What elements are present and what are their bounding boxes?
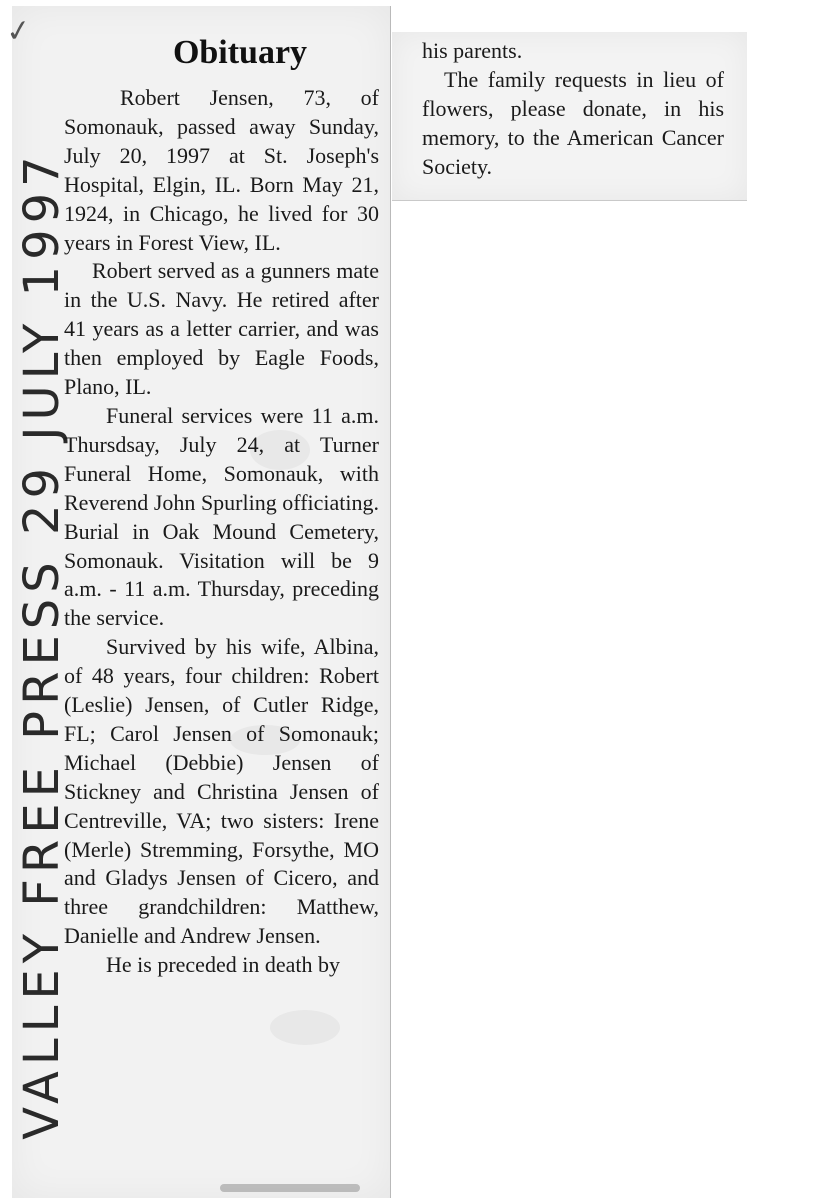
obituary-paragraph: He is preceded in death by (106, 952, 340, 978)
obituary-paragraph: Survived by his wife, Albina, of 48 years, four children: Robert (Leslie) Jensen, of Cutler Ridge, FL; Carol Jensen of Somonauk; Michael (Debbie) Jensen of Stickney and Christina Jensen of Centreville, VA; two sisters: Irene (Merle) Stremming, Forsythe, MO and Gladys Jensen of Cicero, and three grandchildren: Matthew, Danielle and Andrew Jensen. (64, 634, 379, 949)
obituary-paragraph: The family requests in lieu of flowers, please donate, in his memory, to the American Cancer Society. (422, 67, 724, 179)
check-mark-icon: ✓ (3, 12, 34, 51)
obituary-paragraph: Funeral services were 11 a.m. Thursdsay, July 24, at Turner Funeral Home, Somonauk, with Reverend John Spurling officiating. Burial in Oak Mound Cemetery, Somonauk. Visitation will be 9 a.m. - 11 a.m. Thursday, preceding the service. (64, 402, 379, 631)
obituary-right-column (422, 36, 724, 181)
scan-artifact (220, 1184, 360, 1192)
obituary-left-column (64, 84, 379, 980)
obituary-paragraph: Robert Jensen, 73, of Somonauk, passed away Sunday, July 20, 1997 at St. Joseph's Hospital, Elgin, IL. Born May 21, 1924, in Chicago, he lived for 30 years in Forest View, IL. (64, 85, 379, 255)
ink-smudge (270, 1010, 340, 1045)
obituary-title: Obituary (172, 34, 308, 71)
handwritten-note-text: VALLEY FREE PRESS 29 JULY 1997 (14, 150, 70, 1140)
obituary-paragraph: Robert served as a gunners mate in the U.S. Navy. He retired after 41 years as a letter carrier, and was then employed by Eagle Foods, Plano, IL. (64, 258, 379, 400)
obituary-paragraph: his parents. (422, 38, 523, 63)
